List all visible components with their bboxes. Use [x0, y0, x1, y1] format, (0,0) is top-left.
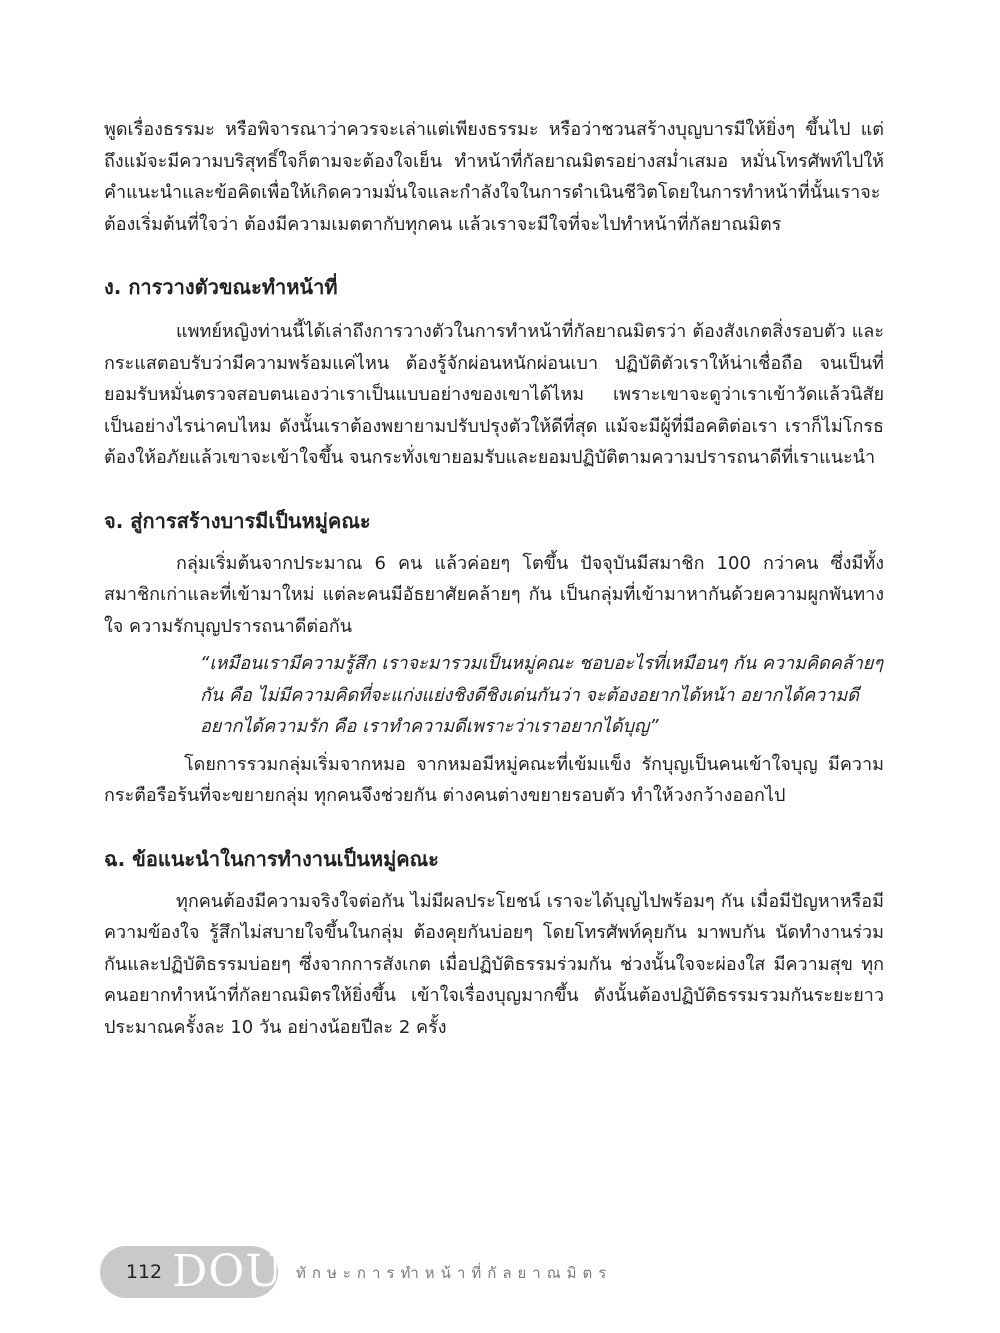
section-e-paragraph: กลุ่มเริ่มต้นจากประมาณ 6 คน แล้วค่อยๆ โตขึ้น ปัจจุบันมีสมาชิก 100 กว่าคน ซึ่งมีทั้งสมาชิกเก่าและที่เข้ามาใหม่ แต่ละคนมีอัธยาศัยคล้ายๆ กัน เป็นกลุ่มที่เข้ามาหากันด้วยความผูกพันทางใจ ความรักบุญปรารถนาดีต่อกัน [104, 552, 884, 637]
block-quote: “เหมือนเรามีความรู้สึก เราจะมารวมเป็นหมู่คณะ ชอบอะไรที่เหมือนๆ กัน ความคิดคล้ายๆ กัน คือ ไม่มีความคิดที่จะแก่งแย่งชิงดีชิงเด่นกันว่า จะต้องอยากได้หน้า อยากได้ความดี อยากได้ความรัก คือ เราทำความดีเพราะว่าเราอยากได้บุญ” [200, 653, 884, 737]
section-f-heading: ฉ. ข้อแนะนำในการทำงานเป็นหมู่คณะ [104, 846, 439, 871]
section-d-heading: ง. การวางตัวขณะทำหน้าที่ [104, 275, 338, 299]
section-e-heading: จ. สู่การสร้างบารมีเป็นหมู่คณะ [104, 508, 371, 533]
intro-paragraph: พูดเรื่องธรรมะ หรือพิจารณาว่าควรจะเล่าแต่เพียงธรรมะ หรือว่าชวนสร้างบุญบารมีให้ยิ่งๆ ขึ้นไป แต่ถึงแม้จะมีความบริสุทธิ์ใจก็ตามจะต้องใจเย็น ทำหน้าที่กัลยาณมิตรอย่างสม่ำเสมอ หมั่นโทรศัพท์ไปให้คำแนะนำและข้อคิดเพื่อให้เกิดความมั่นใจและกำลังใจในการดำเนินชีวิตโดยในการทำหน้าที่นั้นเราจะต้องเริ่มต้นที่ใจว่า ต้องมีความเมตตากับทุกคน แล้วเราจะมีใจที่จะไปทำหน้าที่กัลยาณมิตร [104, 119, 884, 235]
page-number: 112 [125, 1261, 163, 1283]
page-content [104, 114, 884, 1043]
section-d-paragraph: แพทย์หญิงท่านนี้ได้เล่าถึงการวางตัวในการทำหน้าที่กัลยาณมิตรว่า ต้องสังเกตสิ่งรอบตัว และกระแสตอบรับว่ามีความพร้อมแค่ไหน ต้องรู้จักผ่อนหนักผ่อนเบา ปฏิบัติตัวเราให้น่าเชื่อถือ จนเป็นที่ยอมรับหมั่นตรวจสอบตนเองว่าเราเป็นแบบอย่างของเขาได้ไหม เพราะเขาจะดูว่าเราเข้าวัดแล้วนิสัยเป็นอย่างไรน่าคบไหม ดังนั้นเราต้องพยายามปรับปรุงตัวให้ดีที่สุด แม้จะมีผู้ที่มีอคติต่อเรา เราก็ไม่โกรธ ต้องให้อภัยแล้วเขาจะเข้าใจขึ้น จนกระทั่งเขายอมรับและยอมปฏิบัติตามความปรารถนาดีที่เราแนะนำ [104, 321, 884, 468]
brand-logo: DOU [172, 1246, 284, 1297]
book-title: ทักษะการทำหน้าที่กัลยาณมิตร [296, 1264, 613, 1282]
section-e-paragraph-2: โดยการรวมกลุ่มเริ่มจากหมอ จากหมอมีหมู่คณะที่เข้มแข็ง รักบุญเป็นคนเข้าใจบุญ มีความกระตือรือร้นที่จะขยายกลุ่ม ทุกคนจึงช่วยกัน ต่างคนต่างขยายรอบตัว ทำให้วงกว้างออกไป [104, 753, 884, 806]
section-f-paragraph: ทุกคนต้องมีความจริงใจต่อกัน ไม่มีผลประโยชน์ เราจะได้บุญไปพร้อมๆ กัน เมื่อมีปัญหาหรือมีความข้องใจ รู้สึกไม่สบายใจขึ้นในกลุ่ม ต้องคุยกันบ่อยๆ โดยโทรศัพท์คุยกัน มาพบกัน นัดทำงานร่วมกันและปฏิบัติธรรมบ่อยๆ ซึ่งจากการสังเกต เมื่อปฏิบัติธรรมร่วมกัน ช่วงนั้นใจจะผ่องใส มีความสุข ทุกคนอยากทำหน้าที่กัลยาณมิตรให้ยิ่งขึ้น เข้าใจเรื่องบุญมากขึ้น ดังนั้นต้องปฏิบัติธรรมรวมกันระยะยาวประมาณครั้งละ 10 วัน อย่างน้อยปีละ 2 ครั้ง [104, 890, 884, 1038]
page-footer [100, 1246, 800, 1298]
